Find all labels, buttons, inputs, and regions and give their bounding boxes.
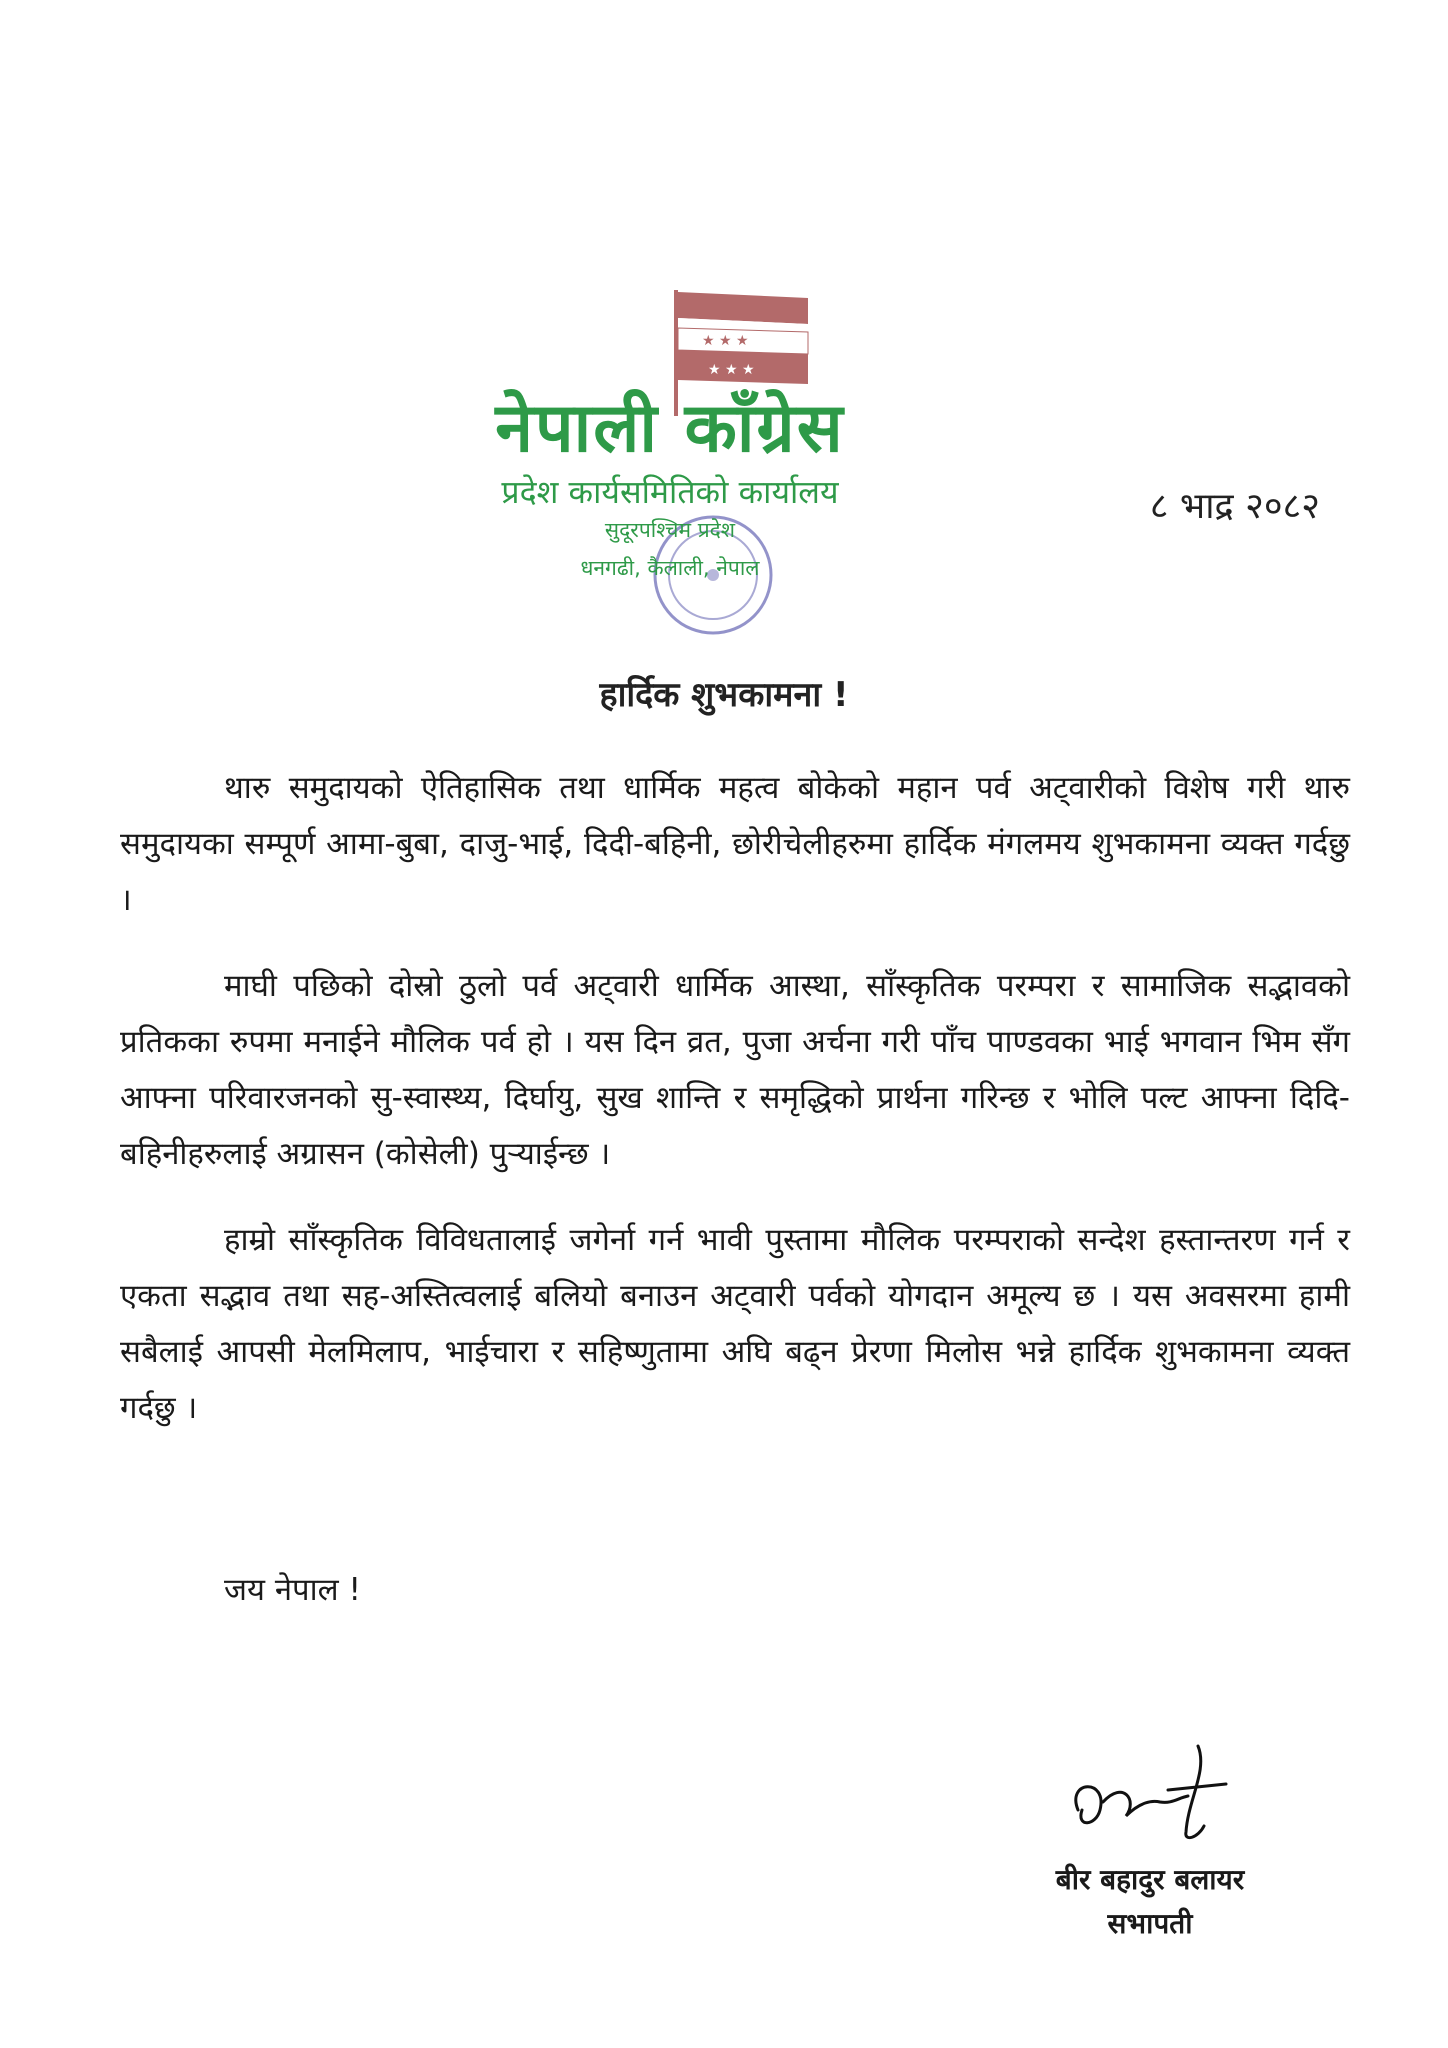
- signature-icon: [1048, 1740, 1248, 1850]
- body-paragraph: हाम्रो साँस्कृतिक विविधतालाई जगेर्ना गर्न भावी पुस्तामा मौलिक परम्पराको सन्देश हस्तान्तरण गर्न र एकता सद्भाव तथा सह-अस्तित्वलाई बलियो बनाउन अट्वारी पर्वको योगदान अमूल्य छ । यस अवसरमा हामी सबैलाई आपसी मेलमिलाप, भाईचारा र सहिष्णुतामा अघि बढ्न प्रेरणा मिलोस भन्ने हार्दिक शुभकामना व्यक्त गर्दछु ।: [120, 1222, 1350, 1426]
- letter-heading: हार्दिक शुभकामना !: [599, 675, 849, 715]
- signer-name: बीर बहादुर बलायर: [1055, 1863, 1245, 1896]
- office-name: प्रदेश कार्यसमिति​को कार्यालय: [501, 473, 839, 511]
- province-name: सुदूरपश्चिम प्रदेश: [604, 518, 736, 542]
- svg-text:★ ★ ★: ★ ★ ★: [702, 333, 749, 349]
- letter-body: [120, 760, 1350, 1466]
- letter-date: ८ भाद्र २०८२: [1149, 486, 1320, 527]
- signer-title: सभापती: [1107, 1907, 1193, 1940]
- svg-text:★ ★ ★: ★ ★ ★: [708, 362, 755, 378]
- party-name: नेपाली काँग्रेस: [495, 389, 845, 468]
- office-address: धनगढी, कैलाली, नेपाल: [580, 556, 760, 580]
- closing-salutation: जय नेपाल !: [224, 1572, 361, 1608]
- body-paragraph: थारु समुदायको ऐतिहासिक तथा धार्मिक महत्व बोकेको महान पर्व अट्वारीको विशेष गरी थारु समुदायका सम्पूर्ण आमा-बुबा, दाजु-भाई, दिदी-बहिनी, छोरीचेलीहरुमा हार्दिक मंगलमय शुभकामना व्यक्त गर्दछु ।: [120, 770, 1350, 918]
- body-paragraph: माघी पछिको दोस्रो ठुलो पर्व अट्वारी धार्मिक आस्था, साँस्कृतिक परम्परा र सामाजिक सद्भावको प्रतिकका रुपमा मनाईने मौलिक पर्व हो । यस दिन व्रत, पुजा अर्चना गरी पाँच पाण्डवका भाई भगवान भिम सँग आफ्ना परिवारजनको सु-स्वास्थ्य, दिर्घायु, सुख शान्ति र समृद्धिको प्रार्थना गरिन्छ र भोलि पल्ट आफ्ना दिदि-बहिनीहरुलाई अग्रासन (कोसेली) पुऱ्याईन्छ ।: [120, 968, 1350, 1172]
